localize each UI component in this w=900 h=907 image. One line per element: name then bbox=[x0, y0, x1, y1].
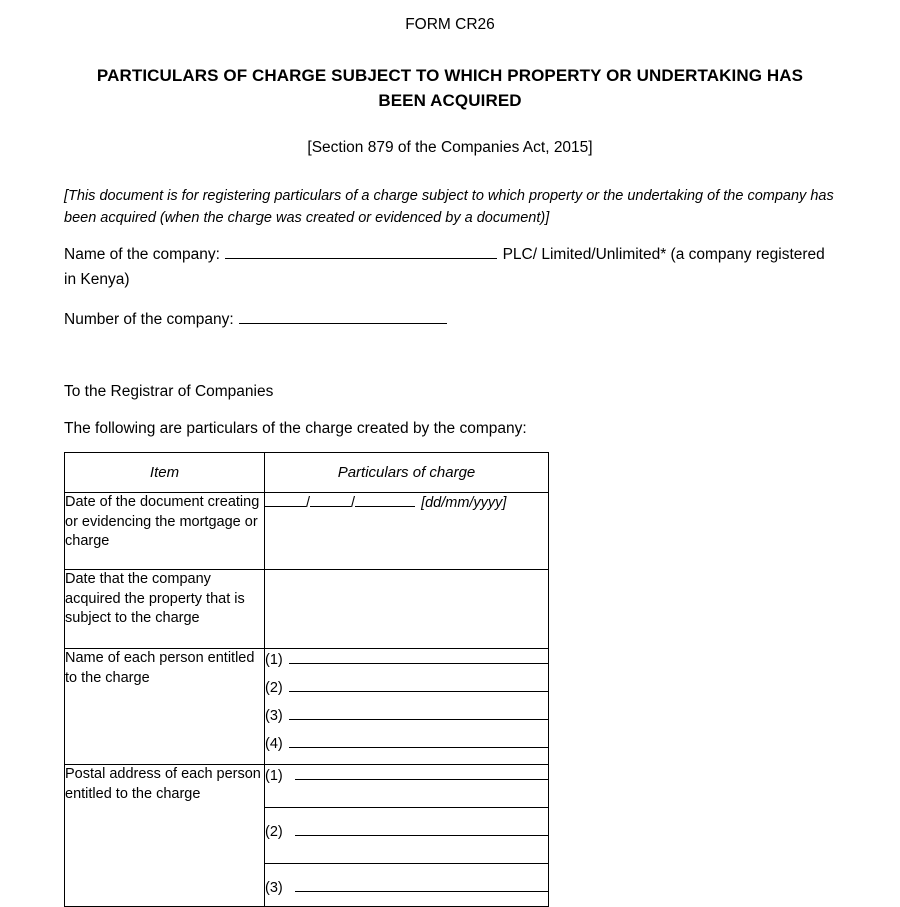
lead-in-text: The following are particulars of the charge created by the company: bbox=[64, 420, 527, 438]
date-format-hint: [dd/mm/yyyy] bbox=[421, 495, 507, 512]
list-item[interactable] bbox=[265, 678, 548, 706]
list-item[interactable] bbox=[265, 878, 548, 906]
company-number-label: Number of the company: bbox=[64, 311, 234, 329]
list-item[interactable] bbox=[265, 734, 548, 762]
form-code: FORM CR26 bbox=[405, 16, 495, 33]
table-row bbox=[65, 765, 549, 907]
list-item[interactable] bbox=[265, 650, 548, 678]
particulars-of-charge-table bbox=[64, 452, 549, 907]
row-particulars-cell[interactable] bbox=[265, 570, 549, 649]
addressee-line: To the Registrar of Companies bbox=[64, 382, 274, 400]
table-row bbox=[65, 493, 549, 570]
company-name-input[interactable] bbox=[225, 244, 497, 259]
table-row bbox=[65, 649, 549, 765]
table-header-row bbox=[65, 453, 549, 493]
date-month-input[interactable] bbox=[310, 493, 351, 507]
numbered-blank-lines bbox=[265, 649, 548, 762]
row-item-label: Name of each person entitled to the charge bbox=[65, 649, 265, 765]
company-name-label: Name of the company: bbox=[64, 246, 220, 264]
row-particulars-cell[interactable] bbox=[265, 649, 549, 765]
line-number: (1) bbox=[265, 767, 283, 784]
address-input-3[interactable] bbox=[295, 878, 548, 891]
company-number-field bbox=[64, 292, 836, 332]
row-item-label: Postal address of each person entitled to the charge bbox=[65, 765, 265, 907]
address-input-2-line2[interactable] bbox=[265, 850, 548, 863]
company-name-suffix: PLC/ Limited/Unlimited* (a company registered in Kenya) bbox=[64, 246, 825, 288]
column-header-particulars: Particulars of charge bbox=[265, 453, 549, 493]
line-number: (4) bbox=[265, 735, 283, 752]
table-row bbox=[65, 570, 549, 649]
name-input-1[interactable] bbox=[289, 650, 548, 663]
line-number: (2) bbox=[265, 823, 283, 840]
company-name-field bbox=[64, 229, 836, 292]
row-item-label: Date of the document creating or evidencing the mortgage or charge bbox=[65, 493, 265, 570]
row-item-label: Date that the company acquired the property that is subject to the charge bbox=[65, 570, 265, 649]
date-separator-1: / bbox=[306, 495, 311, 512]
list-item[interactable] bbox=[265, 822, 548, 850]
column-header-item: Item bbox=[65, 453, 265, 493]
list-item[interactable] bbox=[265, 766, 548, 794]
name-input-3[interactable] bbox=[289, 706, 548, 719]
numbered-blank-lines bbox=[265, 765, 548, 906]
line-number: (3) bbox=[265, 707, 283, 724]
name-input-2[interactable] bbox=[289, 678, 548, 691]
company-number-input[interactable] bbox=[239, 309, 447, 324]
row-particulars-cell[interactable] bbox=[265, 765, 549, 907]
address-input-1[interactable] bbox=[295, 766, 548, 779]
row-particulars-cell[interactable] bbox=[265, 493, 549, 570]
section-reference: [Section 879 of the Companies Act, 2015] bbox=[307, 139, 593, 157]
line-number: (2) bbox=[265, 679, 283, 696]
list-item[interactable] bbox=[265, 706, 548, 734]
date-year-input[interactable] bbox=[355, 493, 415, 507]
instruction-note: [This document is for registering particulars of a charge subject to which property or the undertaking of the company has been acquired (when the charge was created or evidenced by a document)] bbox=[64, 188, 834, 227]
address-input-1-line2[interactable] bbox=[265, 794, 548, 807]
line-number: (1) bbox=[265, 651, 283, 668]
date-day-input[interactable] bbox=[265, 493, 306, 507]
line-number: (3) bbox=[265, 879, 283, 896]
date-entry-group[interactable] bbox=[265, 493, 548, 513]
page-title: PARTICULARS OF CHARGE SUBJECT TO WHICH PROPERTY OR UNDERTAKING HAS BEEN ACQUIRED bbox=[96, 66, 804, 110]
address-input-2[interactable] bbox=[295, 822, 548, 835]
name-input-4[interactable] bbox=[289, 734, 548, 747]
address-continuation-1[interactable] bbox=[265, 794, 548, 822]
date-separator-2: / bbox=[351, 495, 356, 512]
address-continuation-2[interactable] bbox=[265, 850, 548, 878]
